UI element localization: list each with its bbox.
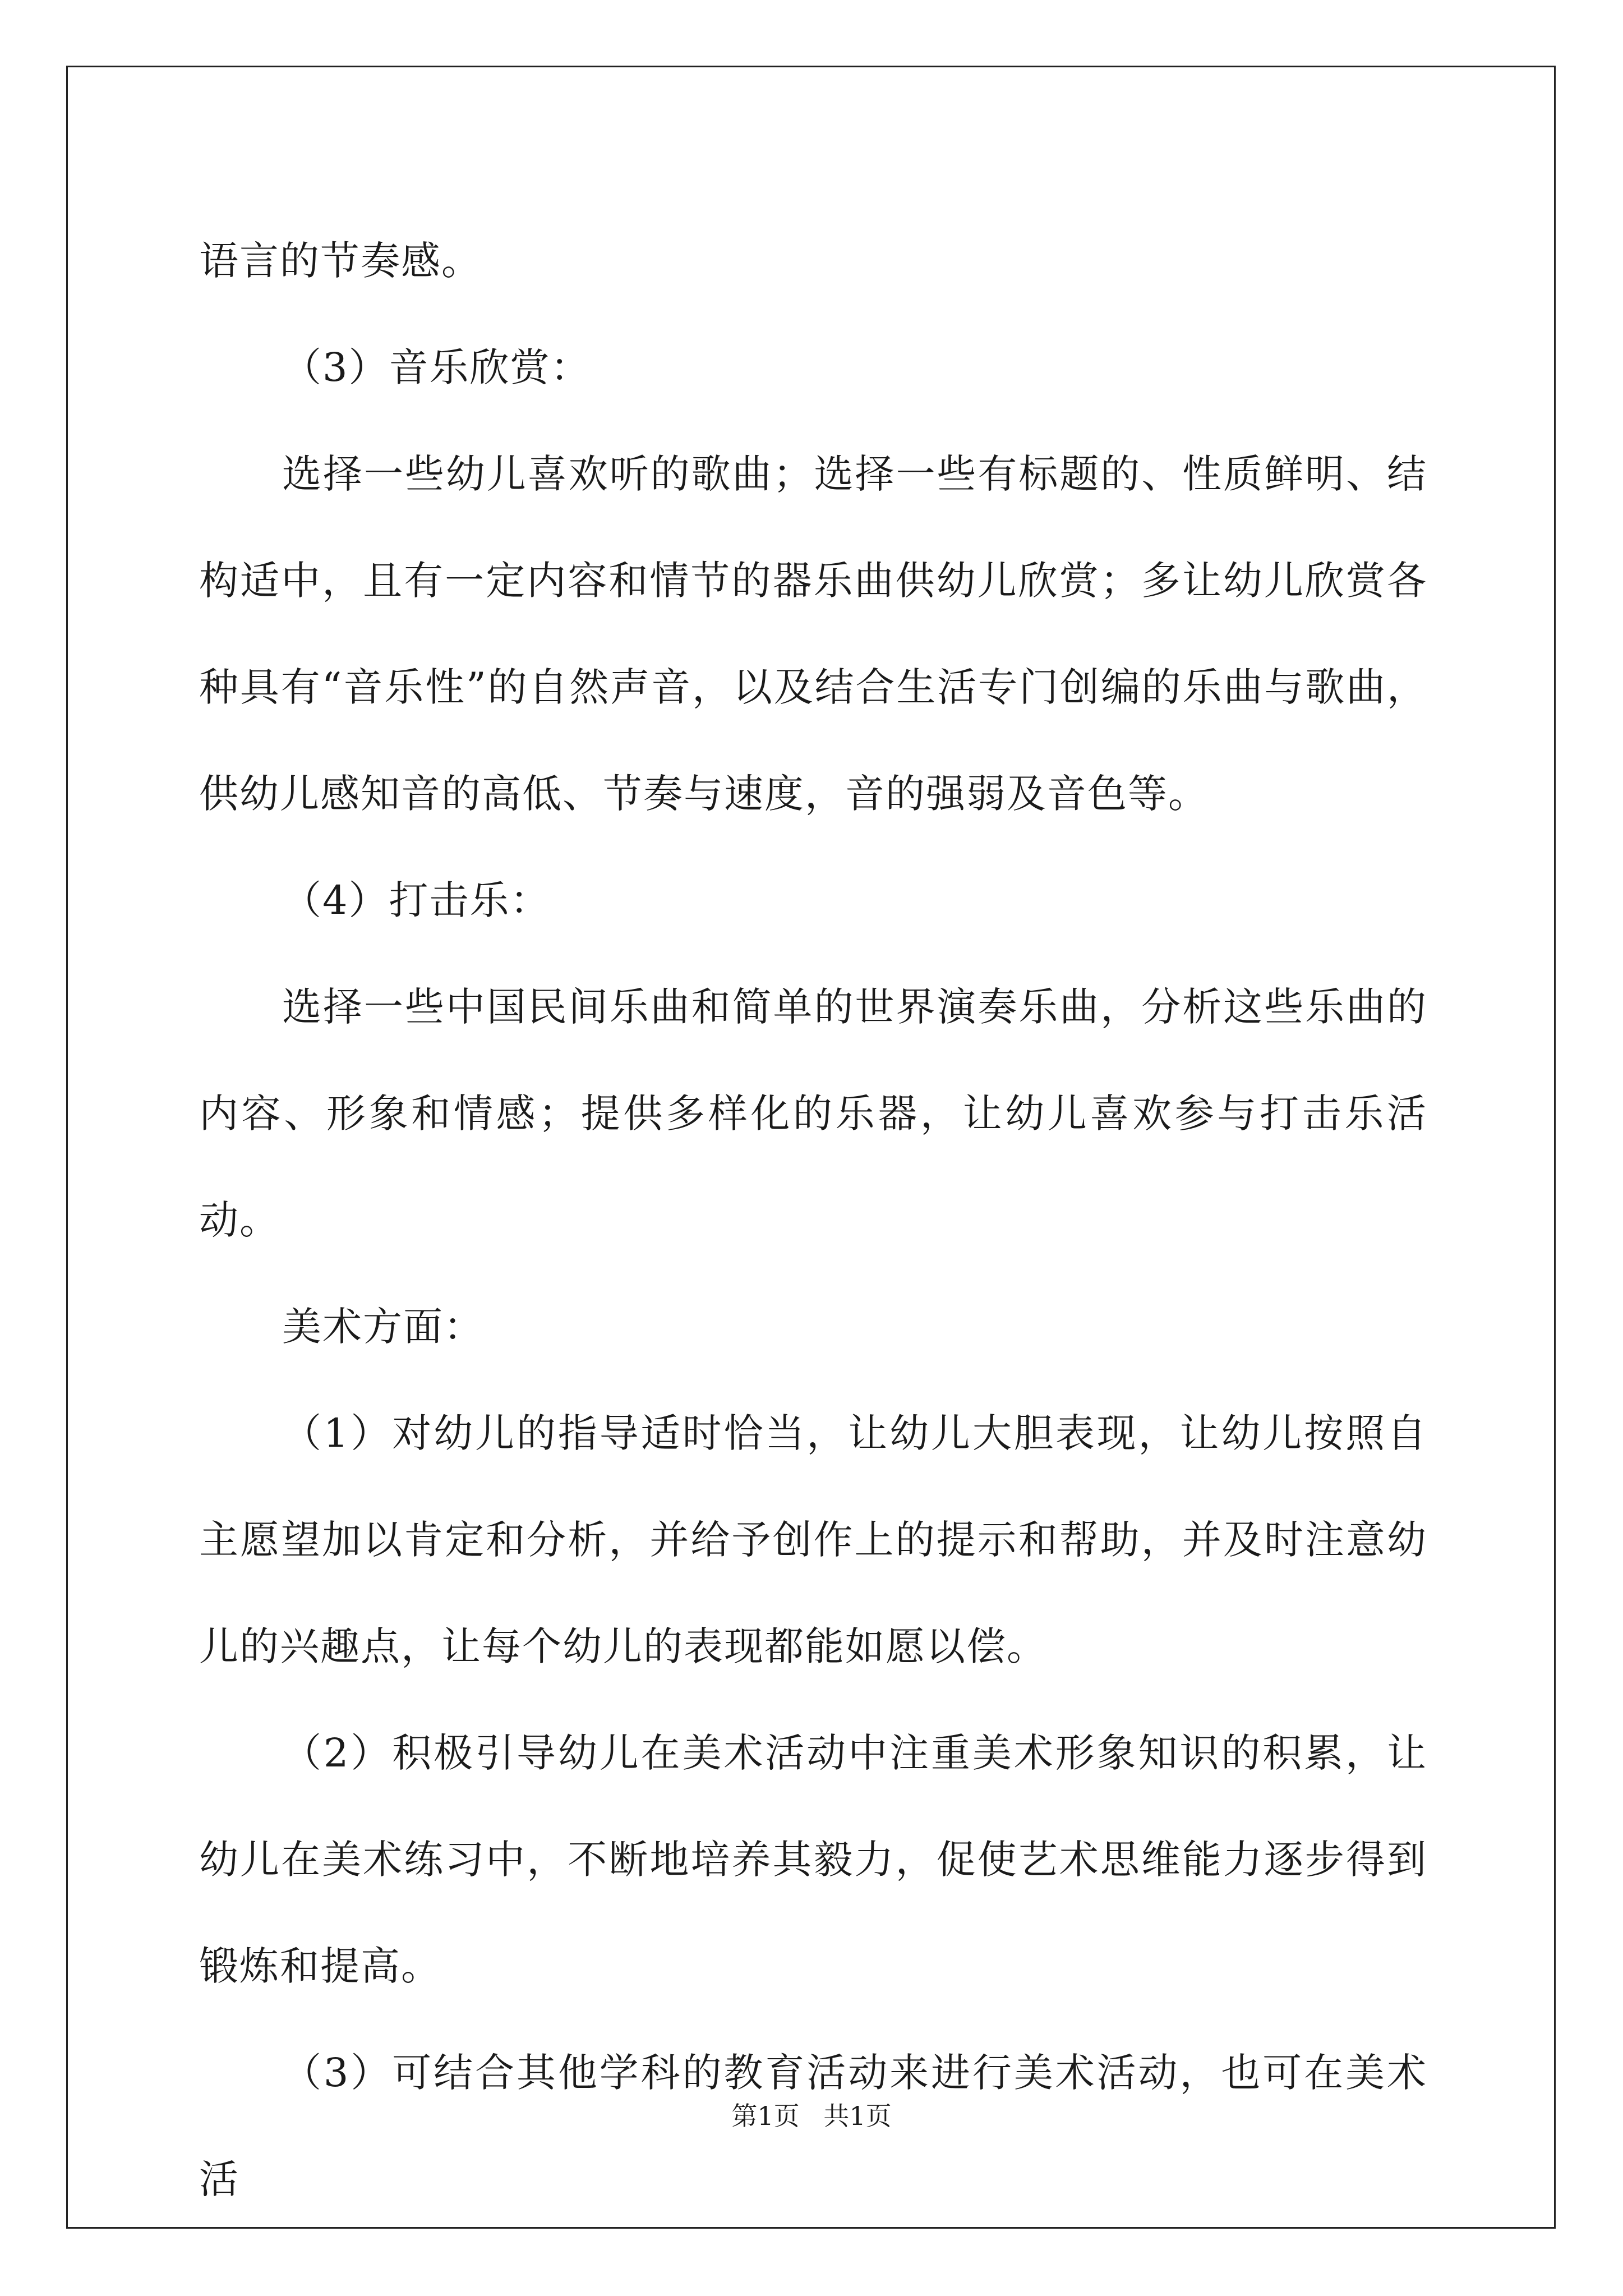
page-total: 共1页: [823, 2101, 892, 2131]
paragraph: 选择一些中国民间乐曲和简单的世界演奏乐曲，分析这些乐曲的内容、形象和情感；提供多样化的乐器，让幼儿喜欢参与打击乐活动。: [199, 984, 1427, 1243]
section-heading: （4）打击乐：: [282, 877, 551, 923]
paragraph: （2）积极引导幼儿在美术活动中注重美术形象知识的积累，让幼儿在美术练习中，不断地培养其毅力，促使艺术思维能力逐步得到锻炼和提高。: [199, 1730, 1427, 1989]
paragraph: 语言的节奏感。: [199, 238, 482, 284]
paragraph: （1）对幼儿的指导适时恰当，让幼儿大胆表现，让幼儿按照自主愿望加以肯定和分析，并给予创作上的提示和帮助，并及时注意幼儿的兴趣点，让每个幼儿的表现都能如愿以偿。: [199, 1410, 1427, 1669]
section-heading: （3）音乐欣赏：: [282, 344, 591, 390]
page-footer: [0, 2099, 1623, 2133]
paragraph: （3）可结合其他学科的教育活动来进行美术活动，也可在美术活: [199, 2050, 1427, 2202]
paragraph: 选择一些幼儿喜欢听的歌曲；选择一些有标题的、性质鲜明、结构适中，且有一定内容和情节的器乐曲供幼儿欣赏；多让幼儿欣赏各种具有“音乐性”的自然声音，以及结合生活专门创编的乐曲与歌曲，供幼儿感知音的高低、节奏与速度，音的强弱及音色等。: [199, 451, 1427, 817]
page-number: 第1页: [731, 2101, 800, 2131]
document-body: [199, 208, 1427, 2233]
section-heading: 美术方面：: [282, 1304, 484, 1350]
